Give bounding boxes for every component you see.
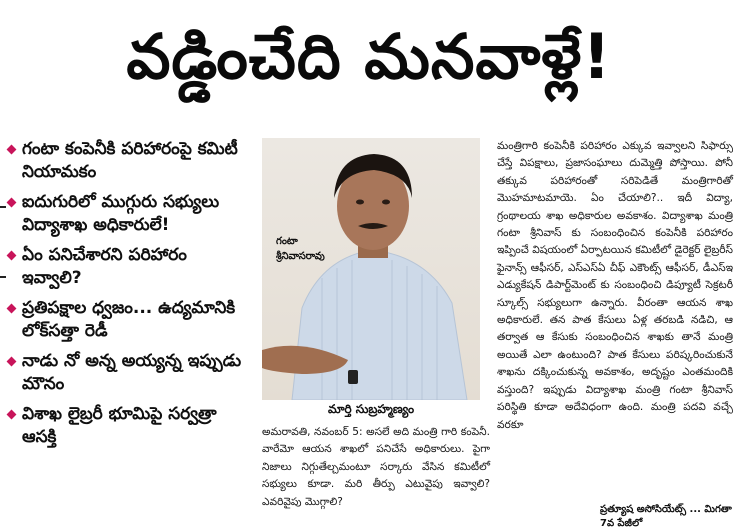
- bullet-diamond-icon: [7, 251, 17, 261]
- photo-credit: మార్తి సుబ్రహ్మణ్యం: [327, 402, 415, 416]
- bullet-item: [0, 350, 250, 396]
- photo-inset-caption: గంటా శ్రీనివాసరావు: [276, 236, 325, 262]
- bullet-item: [0, 297, 250, 343]
- bullet-item: [0, 191, 250, 237]
- bullet-text: ఐదుగురిలో ముగ్గురు సభ్యులు విద్యాశాఖ అధికారులే!: [22, 192, 220, 235]
- bullet-text: ఏం పనిచేశారని పరిహారం ఇవ్వాలి?: [22, 245, 187, 288]
- bullet-diamond-icon: [7, 410, 17, 420]
- bullet-text: ప్రతిపక్షాల ధ్వజం... ఉద్యమానికి లోక్‌సత్తా రెడీ: [22, 298, 236, 341]
- article-body-left: అమరావతి, నవంబర్ 5: అసలే అది మంత్రి గారి కంపెనీ. వారేమో ఆయన శాఖలో పనిచేసే అధికారులు. పైగా నిజాలు నిగ్గుతేల్చమంటూ సర్కారు వేసిన కమిటీలో సభ్యులు కూడా. మరి తీర్పు ఎటువైపు ఇవ్వాలి? ఎవరివైపు మొగ్గాలి?: [262, 426, 490, 508]
- article-body-right: మంత్రిగారి కంపెనీకి పరిహారం ఎక్కువ ఇవ్వాలని సిఫార్సు చేస్తే విపక్షాలు, ప్రజాసంఘాలు దుమ్మెత్తి పోస్తాయి. పోనీ తక్కువ పరిహారంతో సరిపెడితే మంత్రిగారితో మొహమాటమాయె. ఏం చేయాలి?.. ఇదీ విద్యా, గ్రంథాలయ శాఖ అధికారుల అవకాశం. విద్యాశాఖ మంత్రి గంటా శ్రీనివాస్ కు సంబంధించిన కంపెనీకి పరిహారం ఇప్పించే విషయంలో ఏర్పాటయిన కమిటీలో డైరెక్టర్ లైబ్రరీస్ ఫైనాన్స్ ఆఫీసర్, ఎస్‌ఎస్‌ఏ చీఫ్ ఎకౌంట్స్ ఆఫీసర్, డీఎస్‌ఇ ఎడ్యుకేషన్ డిపార్ట్‌మెంట్ కు సంబంధించి డిప్యూటీ సెక్రటరీ స్కూల్స్ సభ్యులుగా ఉన్నారు. వీరంతా ఆయన శాఖ అధికారులే. తన పాత కేసులు ఏళ్ల తరబడి నడిచి, ఆ తర్వాత ఆ కేసుకు సంబంధించిన శాఖకు తానే మంత్రి అయితే ఎలా ఉంటుంది? పాత కేసులు పరిష్కరించుకునే శాఖను దక్కించుకున్న అవకాశం, అదృష్టం ఎంతమందికి వస్తుంది? ఇప్పుడు విద్యాశాఖ మంత్రి గంటా శ్రీనివాస్ పరిస్థితి కూడా అదేవిధంగా ఉంది. మంత్రి పదవి వచ్చే వరకూ: [497, 140, 733, 431]
- bullet-list: [0, 138, 250, 518]
- bullet-text: నాడు నో అన్న అయ్యన్న ఇప్పుడు మౌనం: [22, 351, 242, 394]
- portrait-photo: [262, 138, 480, 400]
- portrait-figure-icon: [262, 138, 480, 400]
- headline: వడ్డించేది మనవాళ్లే!: [126, 20, 612, 93]
- bullet-item: [0, 138, 250, 184]
- bullet-diamond-icon: [7, 145, 17, 155]
- bullet-diamond-icon: [7, 357, 17, 367]
- bullet-item: [0, 403, 250, 449]
- bullet-text: విశాఖ లైబ్రరీ భూమిపై సర్వత్రా ఆసక్తి: [22, 404, 217, 447]
- article-byline: ప్రత్యూష అసోసియేట్స్ ... మిగతా 7వ పేజీలో: [600, 504, 732, 529]
- bullet-diamond-icon: [7, 304, 17, 314]
- bullet-diamond-icon: [7, 198, 17, 208]
- bullet-text: గంటా కంపెనీకి పరిహారంపై కమిటీ నియామకం: [22, 139, 238, 182]
- bullet-item: [0, 244, 250, 290]
